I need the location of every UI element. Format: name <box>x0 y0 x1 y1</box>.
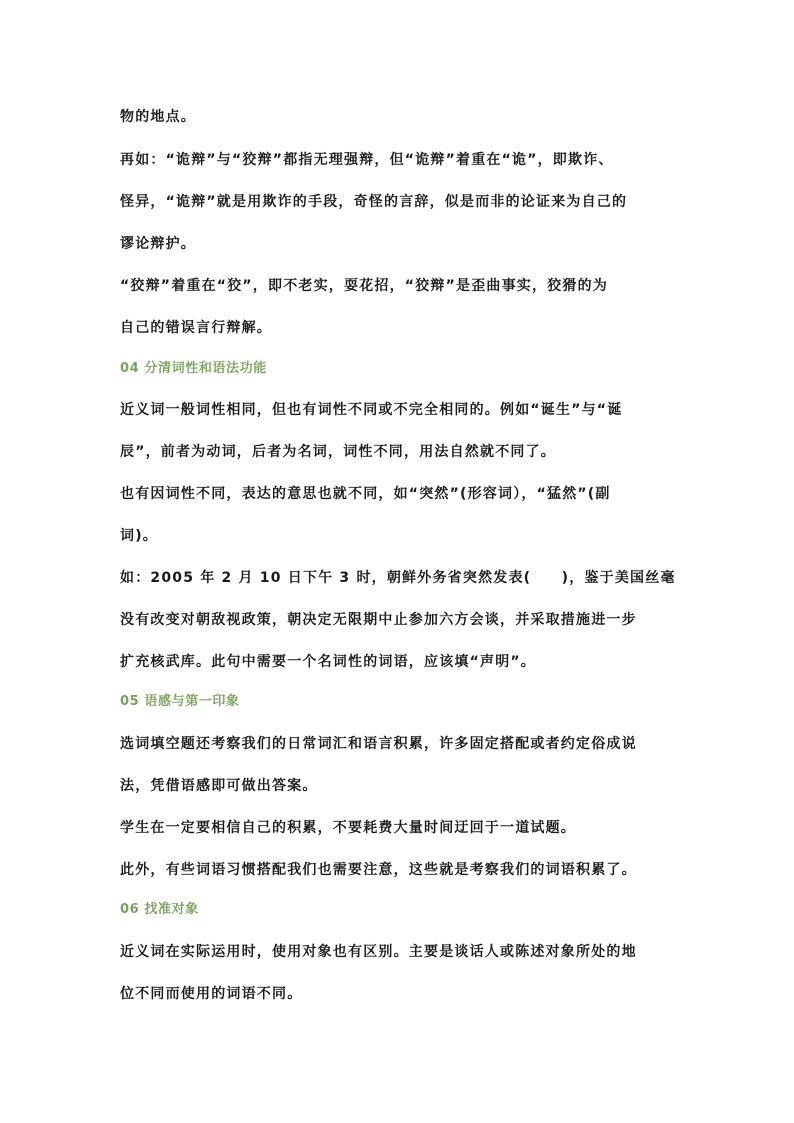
paragraph-line: 怪异，“诡辩”就是用欺诈的手段，奇怪的言辞，似是而非的论证来为自己的 <box>120 194 628 210</box>
paragraph-line: 近义词在实际运用时，使用对象也有区别。主要是谈话人或陈述对象所处的地 <box>120 944 637 960</box>
paragraph-line: 辰”，前者为动词，后者为名词，词性不同，用法自然就不同了。 <box>120 444 556 460</box>
paragraph-line: 学生在一定要相信自己的积累，不要耗费大量时间迂回于一道试题。 <box>120 820 576 836</box>
section-heading-05: 05 语感与第一印象 <box>120 694 240 709</box>
paragraph-line: 自己的错误言行辩解。 <box>120 320 272 336</box>
paragraph-line: 如：2005 年 2 月 10 日下午 3 时，朝鲜外务省突然发表( )，鉴于美国丝毫 <box>120 570 676 586</box>
paragraph-line: 此外，有些词语习惯搭配我们也需要注意，这些就是考察我们的词语积累了。 <box>120 862 637 878</box>
paragraph-line: 词)。 <box>120 528 158 544</box>
paragraph-line: 谬论辩护。 <box>120 236 196 252</box>
paragraph-line: 选词填空题还考察我们的日常词汇和语言积累，许多固定搭配或者约定俗成说 <box>120 736 637 752</box>
section-heading-06: 06 找准对象 <box>120 902 199 917</box>
paragraph-line: 也有因词性不同，表达的意思也就不同，如“突然”(形容词），“猛然”(副 <box>120 486 611 502</box>
section-heading-04: 04 分清词性和语法功能 <box>120 361 267 376</box>
paragraph-line: 近义词一般词性相同，但也有词性不同或不完全相同的。例如“诞生”与“诞 <box>120 402 623 418</box>
paragraph-line: “狡辩”着重在“狡”，即不老实，耍花招，“狡辩”是歪曲事实，狡猾的为 <box>120 278 609 294</box>
paragraph-line: 扩充核武库。此句中需要一个名词性的词语，应该填“声明”。 <box>120 654 537 670</box>
paragraph-line: 再如：“诡辩”与“狡辩”都指无理强辩，但“诡辩”着重在“诡”，即欺诈、 <box>120 152 614 168</box>
paragraph-line: 法，凭借语感即可做出答案。 <box>120 778 318 794</box>
paragraph-line: 物的地点。 <box>120 109 196 125</box>
paragraph-line: 位不同而使用的词语不同。 <box>120 986 303 1002</box>
paragraph-line: 没有改变对朝敌视政策，朝决定无限期中止参加六方会谈，并采取措施进一步 <box>120 612 637 628</box>
